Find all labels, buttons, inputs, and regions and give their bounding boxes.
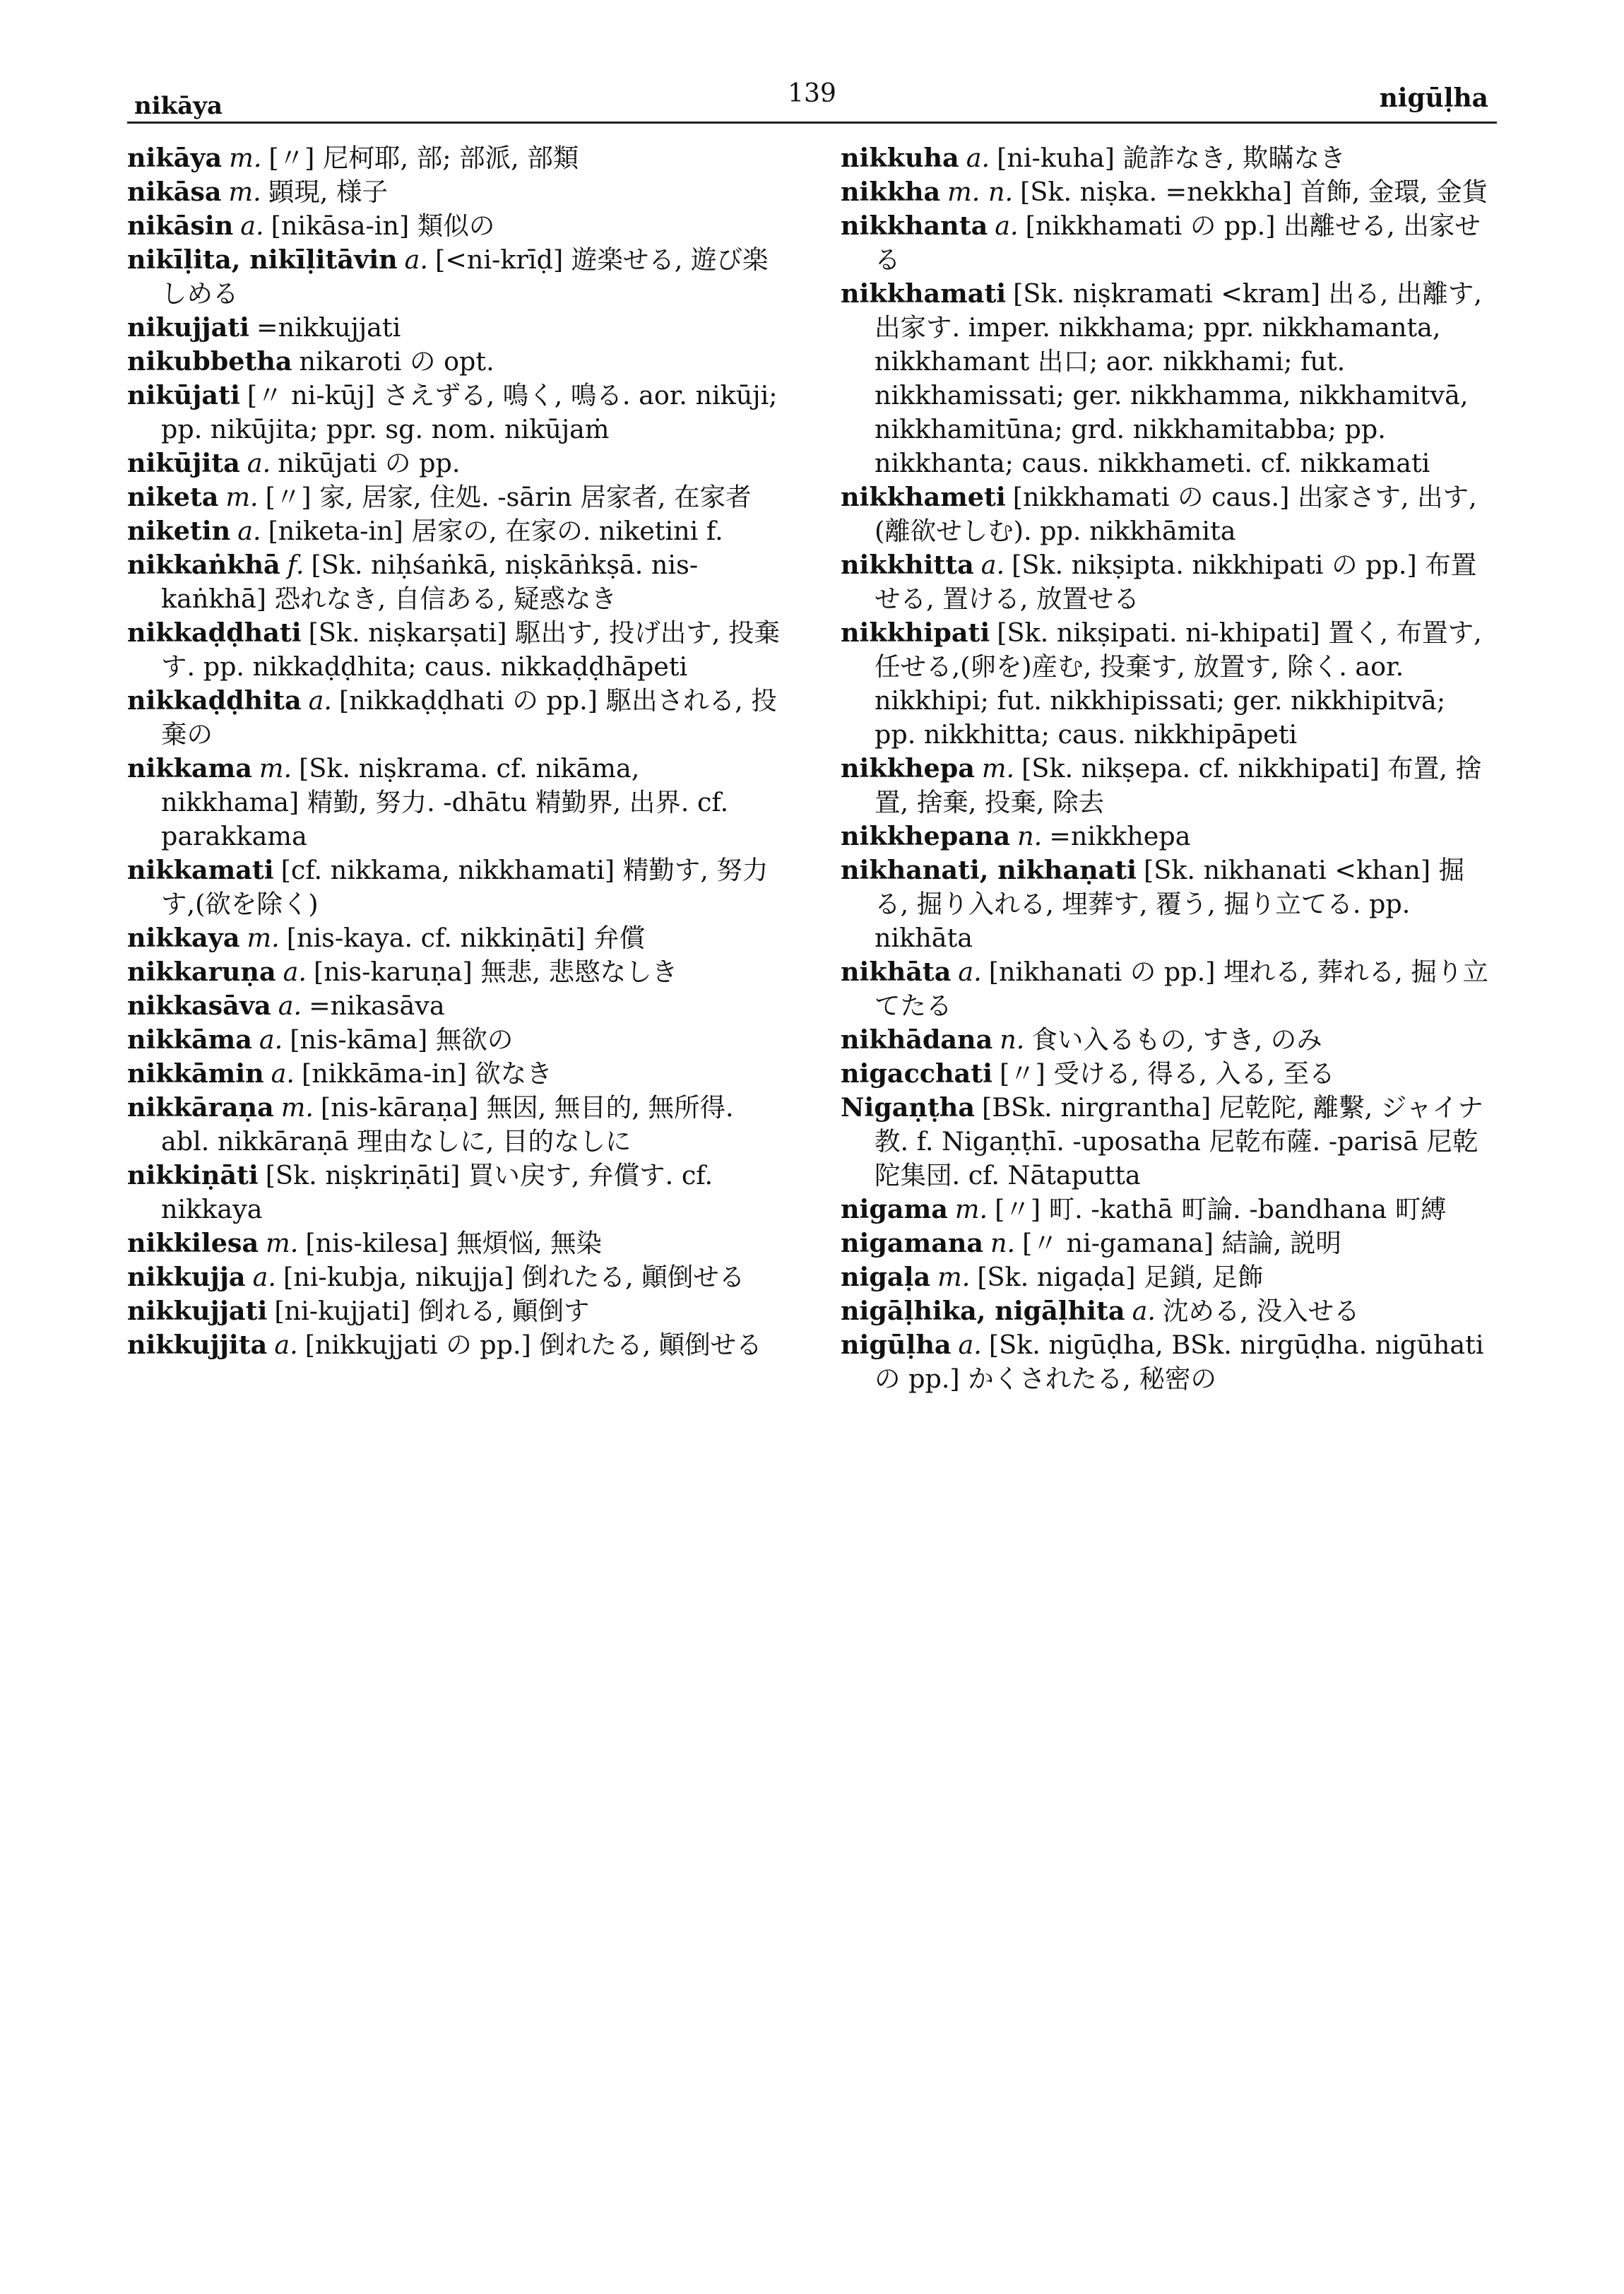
entry-headword: nikhāta (841, 957, 952, 987)
dictionary-entry (127, 345, 781, 379)
entry-definition: [nis-kilesa] 無煩悩, 無染 (305, 1228, 602, 1258)
dictionary-entry (841, 1057, 1494, 1091)
dictionary-entry (841, 1260, 1494, 1294)
entry-definition: nikūjati の pp. (278, 448, 461, 478)
entry-definition: =nikkujjati (256, 312, 401, 343)
dictionary-entry (841, 548, 1494, 616)
entry-definition: =nikasāva (309, 991, 445, 1021)
entry-headword: nikkujja (127, 1262, 246, 1292)
entry-grammar: a. (995, 211, 1019, 241)
entry-definition: [nis-kāraṇa] 無因, 無目的, 無所得. abl. nikkāraṇā 理由なしに, 目的なしに (161, 1092, 734, 1157)
entry-headword: nikkaḍḍhati (127, 617, 302, 648)
dictionary-entry (127, 616, 781, 684)
running-head-left-word: nikāya (134, 92, 223, 120)
dictionary-entry (841, 1328, 1494, 1396)
entry-grammar: a. (404, 244, 429, 275)
entry-grammar: a. (278, 991, 302, 1021)
entry-definition: [ni-kujjati] 倒れる, 顚倒す (274, 1296, 590, 1326)
entry-grammar: m. n. (947, 177, 1014, 207)
entry-headword: nikkaya (127, 923, 240, 953)
dictionary-entry (841, 480, 1494, 548)
entry-definition: [Sk. niṣkramati <kram] 出る, 出離す, 出家す. imper. nikkhama; ppr. nikkhamanta, nikkhamant 出口; aor. nikkhami; fut. nikkhamissati; ger. nikkhamma, nikkhamitvā, nikkhamitūna; grd. nikkhamitabba; pp. nikkhanta; caus. nikkhameti. cf. nikkamati (875, 278, 1482, 478)
entry-definition: 食い入るもの, すき, のみ (1031, 1024, 1322, 1055)
entry-headword: nikīḷita, nikīḷitāvin (127, 244, 398, 275)
entry-definition: [<ni-krīḍ] 遊楽せる, 遊び楽しめる (161, 244, 769, 309)
dictionary-entry (127, 1091, 781, 1159)
entry-headword: nikkuha (841, 143, 959, 173)
entry-headword: nikāya (127, 143, 223, 173)
entry-headword: nikkhepana (841, 821, 1011, 851)
entry-definition: [Sk. nikhanati <khan] 掘る, 掘り入れる, 埋葬す, 覆う, 掘り立てる. pp. nikhāta (875, 855, 1465, 953)
entry-grammar: a. (237, 516, 261, 546)
right-column (841, 141, 1494, 1396)
entry-definition: [niketa-in] 居家の, 在家の. niketini f. (268, 516, 723, 546)
entry-headword: nikkama (127, 753, 252, 784)
entry-headword: nikkhipati (841, 617, 990, 648)
entry-grammar: m. (937, 1262, 971, 1292)
entry-definition: [ni-kuha] 詭詐なき, 欺瞞なき (997, 143, 1346, 173)
entry-definition: 顕現, 様子 (268, 177, 388, 207)
entry-definition: [Sk. nikṣepa. cf. nikkhipati] 布置, 捨置, 捨棄, 投棄, 除去 (875, 753, 1482, 817)
entry-definition: [nis-kaya. cf. nikkiṇāti] 弁償 (286, 923, 646, 953)
entry-headword: nikkhameti (841, 482, 1006, 512)
dictionary-entry (841, 1193, 1494, 1226)
dictionary-entry (841, 853, 1494, 955)
dictionary-entry (127, 141, 781, 175)
dictionary-entry (841, 955, 1494, 1023)
entry-definition: [nikkhamati の pp.] 出離せる, 出家せる (875, 211, 1481, 275)
entry-grammar: a. (283, 957, 307, 987)
left-column (127, 141, 781, 1396)
entry-definition: [〃] 尼柯耶, 部; 部派, 部類 (268, 143, 579, 173)
running-head-right-word: nigūḷha (1379, 83, 1488, 113)
entry-grammar: m. (247, 923, 280, 953)
entry-headword: nigūḷha (841, 1330, 952, 1360)
entry-definition: [ni-kubja, nikujja] 倒れたる, 顚倒せる (283, 1262, 745, 1292)
dictionary-entry (841, 1226, 1494, 1260)
dictionary-entry (841, 1091, 1494, 1193)
entry-headword: nikkha (841, 177, 941, 207)
entry-headword: nigamana (841, 1228, 984, 1258)
entry-definition: [nikāsa-in] 類似の (271, 211, 495, 241)
dictionary-entry (127, 548, 781, 616)
entry-headword: niketa (127, 482, 219, 512)
entry-definition: [〃 ni-gamana] 結論, 説明 (1022, 1228, 1341, 1258)
entry-definition: [Sk. nigaḍa] 足鎖, 足飾 (977, 1262, 1264, 1292)
entry-grammar: n. (1000, 1024, 1025, 1055)
entry-headword: nikkaḍḍhita (127, 685, 302, 716)
entry-definition: [nikhanati の pp.] 埋れる, 葬れる, 掘り立てたる (875, 957, 1488, 1021)
entry-definition: [〃 ni-kūj] さえずる, 鳴く, 鳴る. aor. nikūji; pp. nikūjita; ppr. sg. nom. nikūjaṁ (161, 380, 778, 444)
dictionary-entry (127, 752, 781, 853)
dictionary-entry (841, 277, 1494, 480)
entry-headword: nikujjati (127, 312, 250, 343)
entry-headword: nikkujjita (127, 1330, 268, 1360)
dictionary-entry (127, 955, 781, 989)
dictionary-entry (127, 311, 781, 345)
entry-headword: nigacchati (841, 1058, 992, 1089)
entry-headword: nigāḷhika, nigāḷhita (841, 1296, 1125, 1326)
dictionary-columns (127, 141, 1494, 1396)
entry-grammar: a. (308, 685, 332, 716)
dictionary-entry (127, 514, 781, 548)
entry-headword: nikāsa (127, 177, 222, 207)
entry-headword: nikkilesa (127, 1228, 259, 1258)
entry-definition: [cf. nikkama, nikkhamati] 精勤す, 努力す,(欲を除く) (161, 855, 769, 919)
entry-headword: nikkaṅkhā (127, 550, 280, 580)
entry-definition: [Sk. niṣkriṇāti] 買い戻す, 弁償す. cf. nikkaya (161, 1160, 713, 1224)
entry-headword: Nigaṇṭha (841, 1092, 975, 1123)
entry-definition: 沈める, 没入せる (1162, 1296, 1360, 1326)
entry-headword: nikkhanta (841, 211, 988, 241)
running-head (127, 79, 1497, 124)
entry-headword: nikkhepa (841, 753, 975, 784)
entry-headword: nigama (841, 1194, 948, 1224)
dictionary-entry (127, 379, 781, 447)
entry-grammar: m. (954, 1194, 988, 1224)
dictionary-entry (841, 1294, 1494, 1328)
entry-definition: [〃] 受ける, 得る, 入る, 至る (999, 1058, 1335, 1089)
entry-definition: [Sk. niṣkarṣati] 駆出す, 投げ出す, 投棄す. pp. nikkaḍḍhita; caus. nikkaḍḍhāpeti (161, 617, 780, 682)
dictionary-entry (841, 820, 1494, 853)
dictionary-entry (127, 480, 781, 514)
entry-grammar: n. (990, 1228, 1016, 1258)
dictionary-entry (127, 175, 781, 209)
dictionary-entry (841, 209, 1494, 277)
entry-headword: nikhanati, nikhaṇati (841, 855, 1137, 885)
entry-definition: =nikkhepa (1049, 821, 1191, 851)
entry-definition: [BSk. nirgrantha] 尼乾陀, 離繫, ジャイナ教. f. Nigaṇṭhī. -uposatha 尼乾布薩. -parisā 尼乾陀集団. cf. Nātaputta (875, 1092, 1484, 1190)
entry-headword: nikkamati (127, 855, 274, 885)
entry-definition: [Sk. niṣkrama. cf. nikāma, nikkhama] 精勤, 努力. -dhātu 精勤界, 出界. cf. parakkama (161, 753, 729, 851)
entry-headword: nikūjita (127, 448, 240, 478)
entry-definition: [nis-kāma] 無欲の (290, 1024, 514, 1055)
entry-grammar: a. (274, 1330, 298, 1360)
dictionary-entry (127, 1057, 781, 1091)
entry-grammar: a. (247, 448, 271, 478)
entry-grammar: m. (225, 482, 259, 512)
dictionary-entry (127, 1260, 781, 1294)
entry-definition: [Sk. nikṣipta. nikkhipati の pp.] 布置せる, 置ける, 放置せる (875, 550, 1477, 614)
entry-headword: nikkasāva (127, 991, 271, 1021)
entry-definition: [Sk. niṣka. =nekkha] 首飾, 金環, 金貨 (1020, 177, 1488, 207)
entry-grammar: n. (1017, 821, 1043, 851)
entry-headword: nikhādana (841, 1024, 993, 1055)
entry-grammar: a. (252, 1262, 276, 1292)
entry-headword: nikkujjati (127, 1296, 268, 1326)
entry-definition: [nis-karuṇa] 無悲, 悲愍なしき (313, 957, 678, 987)
entry-definition: [nikkujjati の pp.] 倒れたる, 顚倒せる (304, 1330, 762, 1360)
entry-definition: [〃] 家, 居家, 住処. -sārin 居家者, 在家者 (265, 482, 752, 512)
entry-grammar: m. (266, 1228, 299, 1258)
dictionary-entry (127, 1226, 781, 1260)
entry-grammar: m. (981, 753, 1015, 784)
entry-grammar: a. (271, 1058, 295, 1089)
entry-grammar: a. (966, 143, 990, 173)
dictionary-entry (127, 1328, 781, 1362)
entry-grammar: a. (1132, 1296, 1156, 1326)
entry-definition: [Sk. nigūḍha, BSk. nirgūḍha. nigūhati の pp.] かくされたる, 秘密の (875, 1330, 1484, 1394)
entry-headword: nikkhitta (841, 550, 974, 580)
dictionary-entry (127, 1023, 781, 1057)
dictionary-entry (841, 752, 1494, 820)
dictionary-entry (127, 1294, 781, 1328)
entry-headword: nikkāmin (127, 1058, 264, 1089)
entry-definition: [nikkaḍḍhati の pp.] 駆出される, 投棄の (161, 685, 777, 750)
entry-definition: [〃] 町. -kathā 町論. -bandhana 町縛 (995, 1194, 1447, 1224)
entry-grammar: a. (259, 1024, 283, 1055)
entry-headword: nikubbetha (127, 346, 292, 377)
entry-grammar: m. (228, 177, 261, 207)
entry-grammar: a. (958, 957, 982, 987)
dictionary-entry (127, 243, 781, 311)
entry-headword: niketin (127, 516, 231, 546)
entry-headword: nikkāma (127, 1024, 252, 1055)
entry-grammar: m. (280, 1092, 314, 1123)
dictionary-entry (127, 684, 781, 752)
entry-headword: nikkaruṇa (127, 957, 276, 987)
entry-definition: [nikkhamati の caus.] 出家さす, 出す,(離欲せしむ). pp. nikkhāmita (875, 482, 1477, 546)
dictionary-entry (841, 616, 1494, 752)
dictionary-entry (127, 921, 781, 955)
entry-headword: nikkhamati (841, 278, 1007, 309)
dictionary-entry (841, 141, 1494, 175)
dictionary-entry (127, 1159, 781, 1226)
entry-grammar: m. (229, 143, 262, 173)
dictionary-entry (127, 989, 781, 1023)
entry-definition: [Sk. niḥśaṅkā, niṣkāṅkṣā. nis-kaṅkhā] 恐れなき, 自信ある, 疑惑なき (161, 550, 699, 614)
entry-headword: nikāsin (127, 211, 234, 241)
dictionary-entry (127, 209, 781, 243)
dictionary-entry (841, 175, 1494, 209)
entry-definition: [nikkāma-in] 欲なき (302, 1058, 552, 1089)
entry-grammar: m. (259, 753, 292, 784)
entry-grammar: a. (958, 1330, 982, 1360)
dictionary-entry (127, 447, 781, 480)
entry-headword: nikkāraṇa (127, 1092, 274, 1123)
entry-headword: nikkiṇāti (127, 1160, 259, 1190)
entry-definition: nikaroti の opt. (299, 346, 494, 377)
entry-headword: nikūjati (127, 380, 240, 410)
entry-headword: nigaḷa (841, 1262, 931, 1292)
entry-grammar: a. (980, 550, 1005, 580)
entry-grammar: f. (287, 550, 304, 580)
entry-grammar: a. (240, 211, 264, 241)
dictionary-entry (841, 1023, 1494, 1057)
entry-definition: [Sk. nikṣipati. ni-khipati] 置く, 布置す, 任せる,(卵を)産む, 投棄す, 放置す, 除く. aor. nikkhipi; fut. nikkhipissati; ger. nikkhipitvā; pp. nikkhitta; caus. nikkhipāpeti (875, 617, 1482, 750)
page-number: 139 (788, 79, 836, 108)
dictionary-entry (127, 853, 781, 921)
